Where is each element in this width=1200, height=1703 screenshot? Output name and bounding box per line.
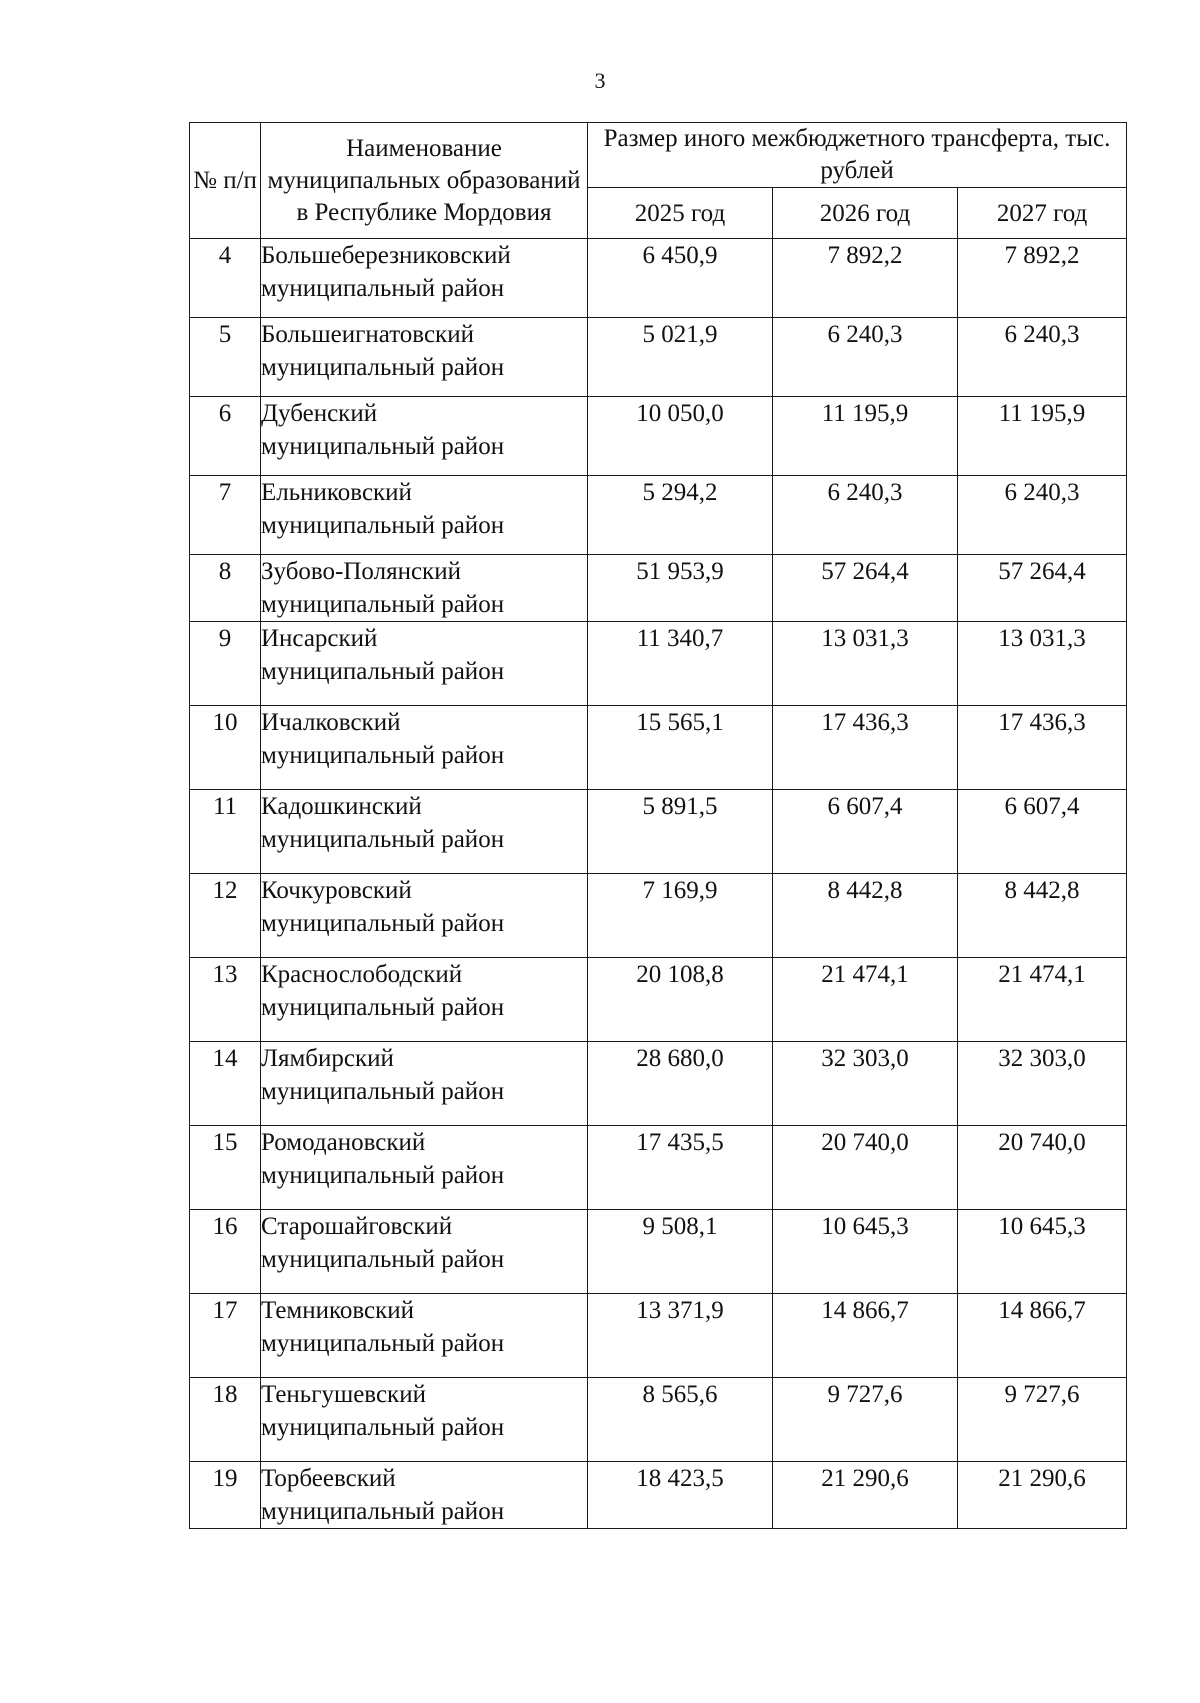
row-number: 13	[190, 958, 261, 1042]
municipality-name	[261, 555, 588, 622]
value-2027: 6 240,3	[958, 318, 1127, 397]
value-2026: 8 442,8	[773, 874, 958, 958]
name-line-1: Лямбирский	[261, 1045, 394, 1072]
value-2026: 57 264,4	[773, 555, 958, 622]
name-line-2: муниципальный район	[261, 433, 505, 460]
name-line-2: муниципальный район	[261, 910, 505, 937]
value-2025: 5 294,2	[588, 476, 773, 555]
municipality-name	[261, 397, 588, 476]
value-2025: 51 953,9	[588, 555, 773, 622]
name-line-1: Кочкуровский	[261, 877, 412, 904]
table-row	[190, 1210, 1127, 1294]
value-2027: 13 031,3	[958, 622, 1127, 706]
row-number: 10	[190, 706, 261, 790]
row-number: 8	[190, 555, 261, 622]
table-row	[190, 1126, 1127, 1210]
name-line-1: Темниковский	[261, 1297, 415, 1324]
table-row	[190, 790, 1127, 874]
value-2025: 11 340,7	[588, 622, 773, 706]
name-line-1: Старошайговский	[261, 1213, 453, 1240]
value-2025: 7 169,9	[588, 874, 773, 958]
name-line-1: Торбеевский	[261, 1465, 396, 1492]
row-number: 14	[190, 1042, 261, 1126]
name-line-1: Теньгушевский	[261, 1381, 426, 1408]
name-line-2: муниципальный район	[261, 275, 505, 302]
value-2027: 21 290,6	[958, 1462, 1127, 1529]
name-line-2: муниципальный район	[261, 1246, 505, 1273]
name-line-2: муниципальный район	[261, 658, 505, 685]
value-2025: 5 021,9	[588, 318, 773, 397]
value-2027: 9 727,6	[958, 1378, 1127, 1462]
header-name: Наименование муниципальных образований в Республике Мордовия	[261, 123, 588, 239]
table-row	[190, 706, 1127, 790]
municipality-name	[261, 1042, 588, 1126]
row-number: 4	[190, 239, 261, 318]
table-row	[190, 1294, 1127, 1378]
value-2025: 28 680,0	[588, 1042, 773, 1126]
name-line-1: Краснослободский	[261, 961, 463, 988]
value-2026: 21 474,1	[773, 958, 958, 1042]
value-2025: 9 508,1	[588, 1210, 773, 1294]
municipality-name	[261, 706, 588, 790]
table-row	[190, 622, 1127, 706]
header-year-2026: 2026 год	[773, 188, 958, 239]
value-2027: 8 442,8	[958, 874, 1127, 958]
municipality-name	[261, 1462, 588, 1529]
value-2027: 7 892,2	[958, 239, 1127, 318]
value-2026: 6 607,4	[773, 790, 958, 874]
row-number: 9	[190, 622, 261, 706]
row-number: 11	[190, 790, 261, 874]
table-body	[190, 239, 1127, 1529]
name-line-1: Инсарский	[261, 625, 378, 652]
table-row	[190, 1378, 1127, 1462]
value-2025: 10 050,0	[588, 397, 773, 476]
value-2025: 5 891,5	[588, 790, 773, 874]
header-year-2027: 2027 год	[958, 188, 1127, 239]
value-2027: 14 866,7	[958, 1294, 1127, 1378]
row-number: 17	[190, 1294, 261, 1378]
row-number: 6	[190, 397, 261, 476]
table-row	[190, 555, 1127, 622]
value-2026: 6 240,3	[773, 476, 958, 555]
table-row	[190, 874, 1127, 958]
value-2026: 14 866,7	[773, 1294, 958, 1378]
header-number: № п/п	[190, 123, 261, 239]
name-line-2: муниципальный район	[261, 994, 505, 1021]
value-2025: 6 450,9	[588, 239, 773, 318]
value-2027: 11 195,9	[958, 397, 1127, 476]
name-line-2: муниципальный район	[261, 1078, 505, 1105]
value-2026: 11 195,9	[773, 397, 958, 476]
name-line-2: муниципальный район	[261, 1414, 505, 1441]
value-2025: 13 371,9	[588, 1294, 773, 1378]
name-line-2: муниципальный район	[261, 826, 505, 853]
row-number: 15	[190, 1126, 261, 1210]
value-2027: 17 436,3	[958, 706, 1127, 790]
table-row	[190, 239, 1127, 318]
value-2026: 32 303,0	[773, 1042, 958, 1126]
value-2025: 17 435,5	[588, 1126, 773, 1210]
municipality-name	[261, 1294, 588, 1378]
row-number: 12	[190, 874, 261, 958]
name-line-1: Зубово-Полянский	[261, 558, 461, 585]
page-number: 3	[594, 68, 606, 93]
name-line-1: Дубенский	[261, 400, 378, 427]
value-2025: 18 423,5	[588, 1462, 773, 1529]
name-line-2: муниципальный район	[261, 1498, 505, 1525]
value-2027: 6 607,4	[958, 790, 1127, 874]
row-number: 5	[190, 318, 261, 397]
table-row	[190, 1042, 1127, 1126]
value-2026: 6 240,3	[773, 318, 958, 397]
name-line-2: муниципальный район	[261, 1330, 505, 1357]
table-row	[190, 476, 1127, 555]
value-2027: 57 264,4	[958, 555, 1127, 622]
table-row	[190, 397, 1127, 476]
value-2025: 15 565,1	[588, 706, 773, 790]
value-2026: 10 645,3	[773, 1210, 958, 1294]
municipality-name	[261, 622, 588, 706]
value-2026: 7 892,2	[773, 239, 958, 318]
table-header	[190, 123, 1127, 239]
municipality-name	[261, 958, 588, 1042]
table-row	[190, 958, 1127, 1042]
name-line-2: муниципальный район	[261, 591, 505, 618]
table-row	[190, 318, 1127, 397]
municipality-name	[261, 1210, 588, 1294]
name-line-1: Большеигнатовский	[261, 321, 474, 348]
municipality-name	[261, 790, 588, 874]
row-number: 7	[190, 476, 261, 555]
value-2026: 9 727,6	[773, 1378, 958, 1462]
value-2027: 32 303,0	[958, 1042, 1127, 1126]
municipality-name	[261, 476, 588, 555]
header-year-2025: 2025 год	[588, 188, 773, 239]
header-transfer-size: Размер иного межбюджетного трансферта, тыс. рублей	[588, 123, 1127, 188]
value-2027: 20 740,0	[958, 1126, 1127, 1210]
name-line-2: муниципальный район	[261, 1162, 505, 1189]
municipality-name	[261, 239, 588, 318]
value-2027: 21 474,1	[958, 958, 1127, 1042]
value-2027: 10 645,3	[958, 1210, 1127, 1294]
value-2025: 20 108,8	[588, 958, 773, 1042]
name-line-1: Ромодановский	[261, 1129, 426, 1156]
name-line-1: Большеберезниковский	[261, 242, 511, 269]
name-line-2: муниципальный район	[261, 742, 505, 769]
municipality-name	[261, 874, 588, 958]
value-2026: 13 031,3	[773, 622, 958, 706]
name-line-1: Кадошкинский	[261, 793, 422, 820]
name-line-2: муниципальный район	[261, 512, 505, 539]
value-2027: 6 240,3	[958, 476, 1127, 555]
name-line-1: Ичалковский	[261, 709, 401, 736]
municipality-name	[261, 318, 588, 397]
name-line-2: муниципальный район	[261, 354, 505, 381]
table-row	[190, 1462, 1127, 1529]
transfer-table	[189, 122, 1127, 1529]
value-2025: 8 565,6	[588, 1378, 773, 1462]
value-2026: 17 436,3	[773, 706, 958, 790]
municipality-name	[261, 1126, 588, 1210]
value-2026: 21 290,6	[773, 1462, 958, 1529]
row-number: 16	[190, 1210, 261, 1294]
municipality-name	[261, 1378, 588, 1462]
row-number: 18	[190, 1378, 261, 1462]
name-line-1: Ельниковский	[261, 479, 412, 506]
value-2026: 20 740,0	[773, 1126, 958, 1210]
row-number: 19	[190, 1462, 261, 1529]
